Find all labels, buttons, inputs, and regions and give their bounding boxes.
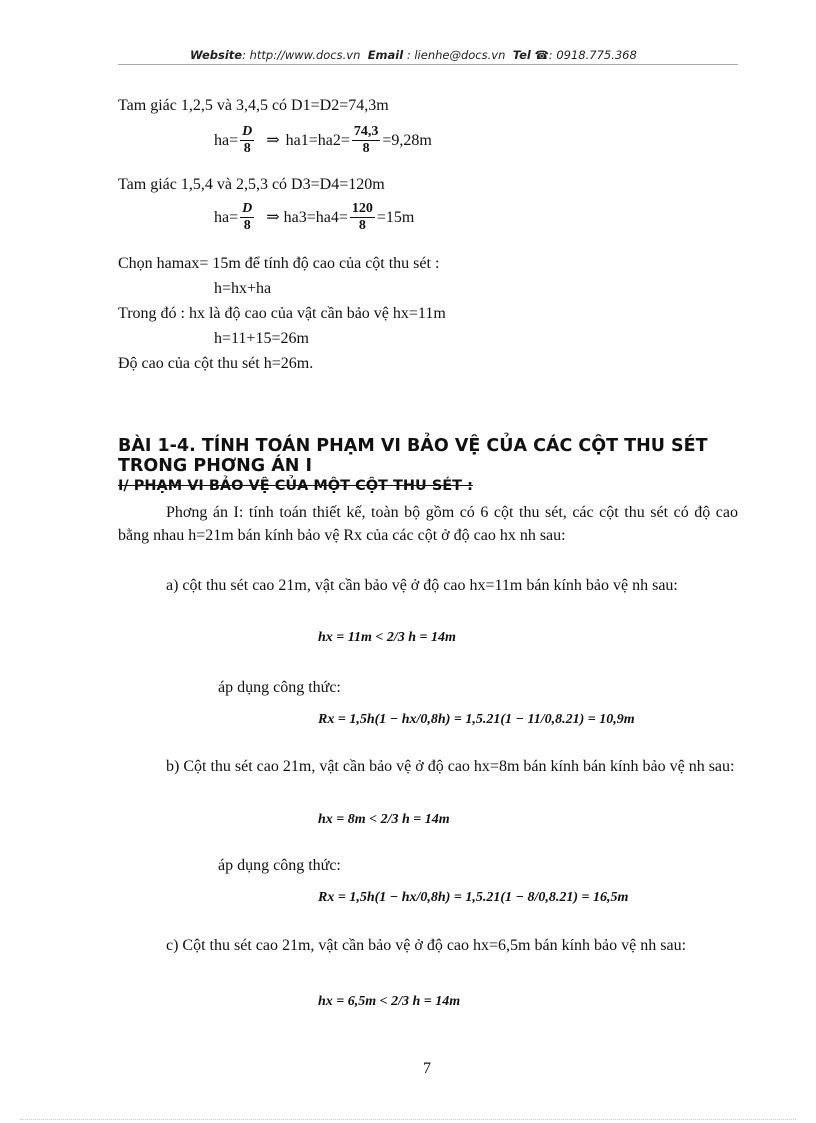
text-line: Tam giác 1,5,4 và 2,5,3 có D3=D4=120m bbox=[118, 176, 385, 193]
eq-result: =15m bbox=[376, 208, 415, 226]
email-label: Email bbox=[367, 48, 404, 62]
intro-paragraph: Phơng án I: tính toán thiết kế, toàn bộ gồm có 6 cột thu sét, các cột thu sét có độ cao bằng nhau h=21m bán kính bảo vệ Rx của các cột ở độ cao hx nh sau: bbox=[118, 504, 738, 544]
numerator: D bbox=[242, 201, 253, 216]
equation-ha-1 bbox=[214, 124, 432, 157]
text-line: h=11+15=26m bbox=[214, 330, 309, 347]
page-number: 7 bbox=[423, 1060, 431, 1077]
denominator: 8 bbox=[243, 218, 251, 233]
numerator: 74,3 bbox=[353, 124, 379, 139]
list-item-a: a) cột thu sét cao 21m, vật cần bảo vệ ở độ cao hx=11m bán kính bảo vệ nh sau: bbox=[166, 577, 678, 594]
phone-icon: ☎ bbox=[534, 48, 549, 62]
denominator: 8 bbox=[362, 141, 370, 156]
numerator: 120 bbox=[351, 201, 373, 216]
eq-result: =9,28m bbox=[382, 131, 432, 149]
text-line: Trong đó : hx là độ cao của vật cần bảo vệ hx=11m bbox=[118, 305, 446, 322]
header-divider bbox=[118, 64, 738, 65]
section-subheading: I/ PHẠM VI BẢO VỆ CỦA MỘT CỘT THU SÉT : bbox=[118, 478, 473, 494]
text-line: h=hx+ha bbox=[214, 280, 272, 297]
eq-text: ha= bbox=[214, 131, 239, 149]
text-line: Tam giác 1,2,5 và 3,4,5 có D1=D2=74,3m bbox=[118, 97, 389, 114]
list-item-c: c) Cột thu sét cao 21m, vật cần bảo vệ ở độ cao hx=6,5m bán kính bảo vệ nh sau: bbox=[166, 937, 687, 954]
section-heading: BÀI 1-4. TÍNH TOÁN PHẠM VI BẢO VỆ CỦA CÁC CỘT THU SÉT TRONG PHƠNG ÁN I bbox=[118, 436, 708, 476]
eq-text: ha1=ha2= bbox=[285, 131, 350, 149]
equation-a1: hx = 11m < 2/3 h = 14m bbox=[318, 630, 456, 645]
tel-value: : 0918.775.368 bbox=[548, 48, 637, 62]
fraction bbox=[240, 201, 254, 234]
fraction bbox=[240, 124, 254, 157]
eq-text: ha3=ha4= bbox=[283, 208, 348, 226]
fraction bbox=[350, 201, 375, 234]
equation-c1: hx = 6,5m < 2/3 h = 14m bbox=[318, 994, 461, 1009]
equation-b1: hx = 8m < 2/3 h = 14m bbox=[318, 812, 450, 827]
website-label: Website bbox=[190, 48, 243, 62]
denominator: 8 bbox=[243, 141, 251, 156]
eq-text: ha= bbox=[214, 208, 239, 226]
email-value: : lienhe@docs.vn bbox=[406, 48, 506, 62]
tel-label: Tel bbox=[512, 48, 531, 62]
implies-icon: ⇒ bbox=[266, 208, 280, 226]
equation-ha-2 bbox=[214, 201, 414, 234]
text-line: Chọn hamax= 15m để tính độ cao của cột thu sét : bbox=[118, 255, 440, 272]
text-line: Độ cao của cột thu sét h=26m. bbox=[118, 355, 314, 372]
website-value: : http://www.docs.vn bbox=[242, 48, 361, 62]
page-bottom-border bbox=[20, 1119, 796, 1120]
text-line: áp dụng công thức: bbox=[218, 679, 341, 696]
equation-b2: Rx = 1,5h(1 − hx/0,8h) = 1,5.21(1 − 8/0,8.21) = 16,5m bbox=[318, 890, 629, 905]
equation-a2: Rx = 1,5h(1 − hx/0,8h) = 1,5.21(1 − 11/0,8.21) = 10,9m bbox=[318, 712, 635, 727]
page-header bbox=[190, 48, 637, 62]
list-item-b: b) Cột thu sét cao 21m, vật cần bảo vệ ở độ cao hx=8m bán kính bán kính bảo vệ nh sau: bbox=[166, 758, 735, 775]
denominator: 8 bbox=[358, 218, 366, 233]
text-line: áp dụng công thức: bbox=[218, 857, 341, 874]
numerator: D bbox=[242, 124, 253, 139]
fraction bbox=[352, 124, 381, 157]
implies-icon: ⇒ bbox=[266, 131, 280, 149]
